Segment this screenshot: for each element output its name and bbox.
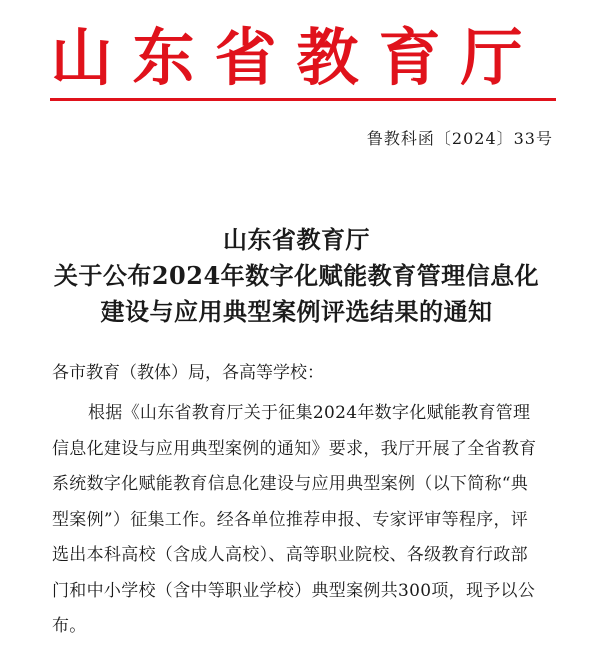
document-number: 鲁教科函〔2024〕33号 [366,129,553,148]
title-line-2: 关于公布2024年数字化赋能教育管理信息化 [53,261,540,290]
masthead-agency-name: 山东省教育厅 [50,21,543,94]
notice-title [0,222,593,330]
body-line: 型案例”）征集工作。经各单位推荐申报、专家评审等程序，评 [52,509,529,530]
body-line: 根据《山东省教育厅关于征集2024年数字化赋能教育管理 [88,403,531,423]
body-line: 系统数字化赋能教育信息化建设与应用典型案例（以下简称“典 [52,474,529,494]
title-line-1: 山东省教育厅 [223,225,370,254]
salutation: 各市教育（教体）局，各高等学校： [52,363,324,383]
title-line-3: 建设与应用典型案例评选结果的通知 [100,297,493,326]
body-line: 门和中小学校（含中等职业学校）典型案例共300项，现予以公 [52,580,536,601]
body-line: 信息化建设与应用典型案例的通知》要求，我厅开展了全省教育 [52,438,537,459]
masthead-red-rule [50,98,556,101]
body-line: 布。 [52,616,87,636]
body-line: 选出本科高校（含成人高校）、高等职业院校、各级教育行政部 [52,545,528,565]
body-paragraph [52,396,560,645]
